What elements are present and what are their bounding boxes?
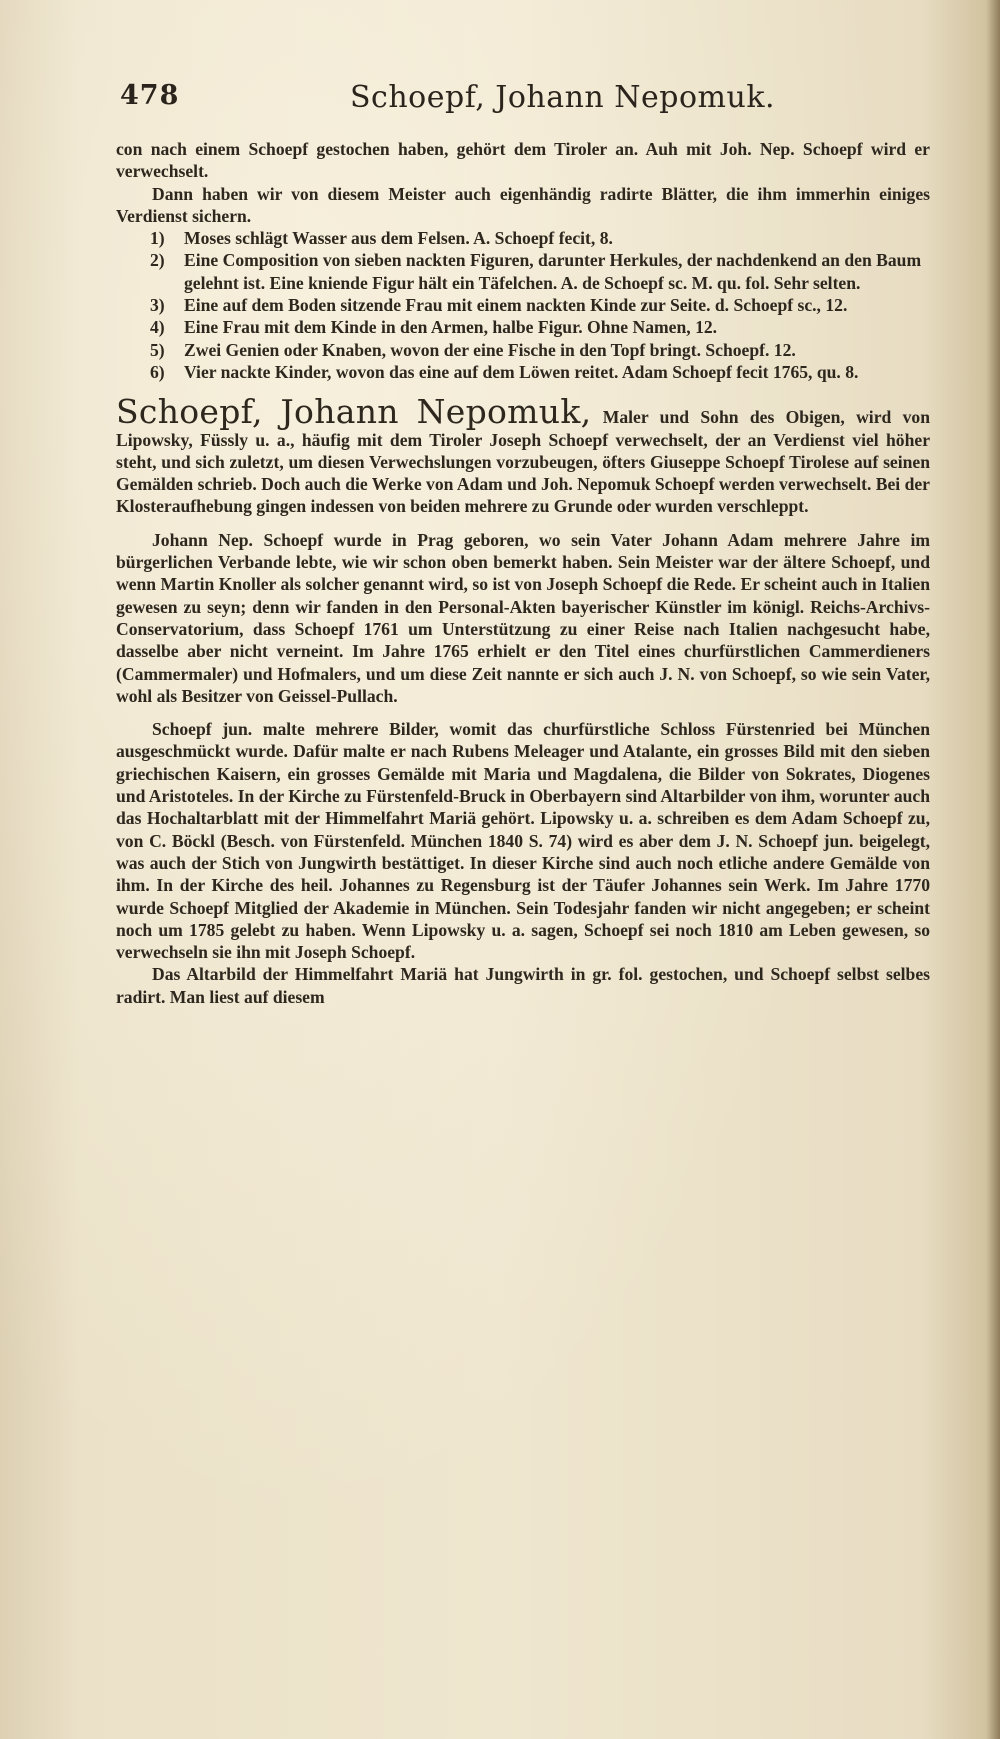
list-item [116, 227, 930, 249]
list-item-number: 6) [150, 361, 165, 382]
biography-paragraph: Johann Nep. Schoepf wurde in Prag geboren, wo sein Vater Johann Adam mehrere Jahre im bürgerlichen Verbande lebte, wie wir schon oben bemerkt haben. Sein Meister war der ältere Schoepf, und wenn Martin Knoller als solcher genannt wird, so ist von Joseph Schoepf die Rede. Er scheint auch in Italien gewesen zu seyn; denn wir fanden in den Personal-Akten bayerischer Künstler im königl. Reichs-Archivs-Conservatorium, dass Schoepf 1761 um Unterstützung zu einer Reise nach Italien nachgesucht habe, dasselbe aber nicht verneint. Im Jahre 1765 erhielt er den Titel eines churfürstlichen Cammerdieners (Cammermaler) und Hofmalers, und um diese Zeit nannte er sich auch J. N. von Schoepf, so wie sein Vater, wohl als Besitzer von Geissel-Pullach. [116, 529, 930, 706]
list-item-text: Vier nackte Kinder, wovon das eine auf dem Löwen reitet. Adam Schoepf fecit 1765, qu. 8. [184, 361, 859, 382]
etchings-list [116, 227, 930, 383]
page-spine-shadow [986, 0, 1000, 1739]
list-item-number: 2) [150, 250, 165, 271]
page-body [116, 138, 931, 1008]
list-item-text: Eine Frau mit dem Kinde in den Armen, halbe Figur. Ohne Namen, 12. [184, 317, 718, 338]
list-item [116, 294, 930, 316]
altarpiece-paragraph: Das Altarbild der Himmelfahrt Mariä hat Jungwirth in gr. fol. gestochen, und Schoepf selbst selbes radirt. Man liest auf diesem [116, 964, 930, 1007]
list-item-number: 3) [150, 295, 165, 316]
list-item-text: Eine auf dem Boden sitzende Frau mit einem nackten Kinde zur Seite. d. Schoepf sc., 12. [184, 295, 848, 316]
page-header [120, 80, 900, 120]
list-item [116, 249, 930, 294]
page-number: 478 [120, 80, 180, 111]
list-item-text: Eine Composition von sieben nackten Figuren, darunter Herkules, der nachdenkend an den Baum gelehnt ist. Eine kniende Figur hält ein Täfelchen. A. de Schoepf sc. M. qu. fol. Sehr selten. [184, 250, 922, 293]
list-item-number: 4) [150, 317, 165, 338]
running-head: Schoepf, Johann Nepomuk. [350, 80, 776, 115]
list-item [116, 361, 930, 383]
works-paragraph: Schoepf jun. malte mehrere Bilder, womit das churfürstliche Schloss Fürstenried bei München ausgeschmückt wurde. Dafür malte er nach Rubens Meleager und Atalante, ein grosses Bild mit den sieben griechischen Kaisern, ein grosses Gemälde mit Maria und Magdalena, die Bilder von Sokrates, Diogenes und Aristoteles. In der Kirche zu Fürstenfeld-Bruck in Oberbayern sind Altarbilder von ihm, worunter auch das Hochaltarblatt mit der Himmelfahrt Mariä gehört. Lipowsky u. a. schreiben es dem Adam Schoepf zu, von C. Böckl (Besch. von Fürstenfeld. München 1840 S. 74) wird es aber dem J. N. Schoepf jun. beigelegt, was auch der Stich von Jungwirth bestättiget. In dieser Kirche sind auch noch etliche andere Gemälde von ihm. In der Kirche des heil. Johannes zu Regensburg ist der Täufer Johannes sein Werk. Im Jahre 1770 wurde Schoepf Mitglied der Akademie in München. Sein Todesjahr fanden wir nicht angegeben; er scheint noch um 1785 gelebt zu haben. Wenn Lipowsky u. a. sagen, Schoepf sei noch 1810 am Leben gewesen, so verwechseln sie ihn mit Joseph Schoepf. [116, 719, 930, 963]
list-item-text: Moses schlägt Wasser aus dem Felsen. A. Schoepf fecit, 8. [184, 228, 613, 249]
list-item [116, 339, 930, 361]
entry-headword: Schoepf, Johann Nepomuk, [116, 392, 592, 432]
list-item-text: Zwei Genien oder Knaben, wovon der eine Fische in den Topf bringt. Schoepf. 12. [184, 339, 796, 360]
continuation-paragraph: con nach einem Schoepf gestochen haben, gehört dem Tiroler an. Auh mit Joh. Nep. Schoepf wird er verwechselt. [116, 139, 930, 182]
list-item-number: 1) [150, 228, 165, 249]
entry-intro-paragraph [116, 392, 931, 517]
entry-intro-text: Maler und Sohn des Obigen, wird von Lipowsky, Füssly u. a., häufig mit dem Tiroler Joseph Schoepf verwechselt, der an Verdienst viel höher steht, und sich zuletzt, um diesen Verwechslungen vorzubeugen, öfters Giuseppe Schoepf Tirolese auf seinen Gemälden schrieb. Doch auch die Werke von Adam und Joh. Nepomuk Schoepf werden verwechselt. Bei der Klosteraufhebung gingen indessen von beiden mehrere zu Grunde oder wurden verschleppt. [116, 407, 931, 517]
etchings-intro-paragraph: Dann haben wir von diesem Meister auch eigenhändig radirte Blätter, die ihm immerhin einiges Verdienst sichern. [116, 183, 930, 226]
list-item-number: 5) [150, 339, 165, 360]
list-item [116, 316, 930, 338]
